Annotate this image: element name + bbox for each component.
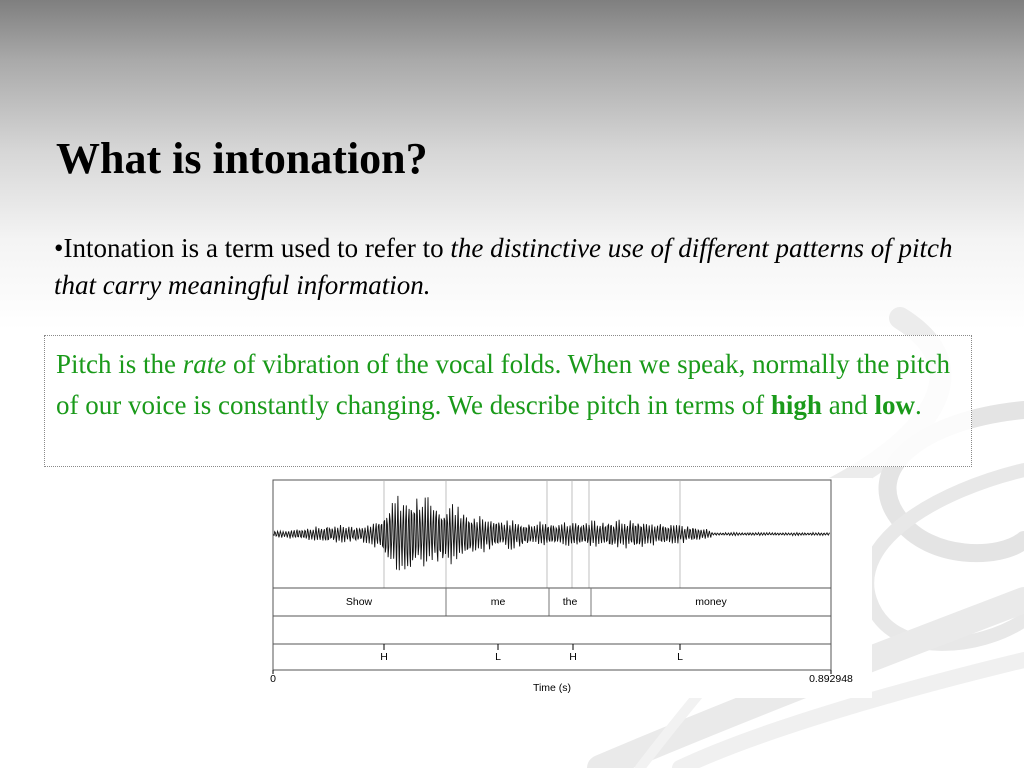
pitch-text-part-1: Pitch is the: [56, 349, 183, 379]
word-label: Show: [345, 596, 373, 608]
definition-emphasis: the distinctive use of different patterns of pitch that carry meaningful information.: [54, 233, 953, 300]
tone-label: L: [495, 651, 501, 663]
empty-tier: [273, 616, 831, 644]
waveform-figure: [262, 478, 872, 698]
time-start-label: 0: [270, 673, 276, 685]
pitch-text-part-2: of vibration of the vocal folds. When we speak, normally the pitch of our voice is constantly changing. We describe pitch in terms of: [56, 349, 951, 420]
pitch-explanation-box: [44, 335, 972, 467]
words-tier: [273, 588, 831, 616]
pitch-text-part-4: .: [914, 390, 922, 420]
tone-label: H: [380, 651, 388, 663]
pitch-rate-emphasis: rate: [182, 349, 227, 379]
tone-label: H: [569, 651, 577, 663]
bullet-marker: •: [54, 233, 64, 263]
pitch-high-term: high: [770, 390, 822, 420]
tones-tier: [273, 644, 831, 670]
word-label: me: [490, 596, 506, 608]
pitch-explanation-text: [56, 344, 961, 426]
time-axis-label: Time (s): [532, 682, 572, 694]
pitch-text-part-3: and: [821, 390, 875, 420]
waveform-panel: [273, 480, 831, 588]
definition-lead: Intonation is a term used to refer to: [63, 233, 451, 263]
slide-title: What is intonation?: [56, 134, 428, 183]
intonation-definition: [54, 230, 984, 304]
time-end-label: 0.892948: [809, 673, 853, 685]
tone-label: L: [677, 651, 683, 663]
word-label: the: [562, 596, 578, 608]
pitch-low-term: low: [874, 390, 915, 420]
word-label: money: [695, 596, 727, 608]
